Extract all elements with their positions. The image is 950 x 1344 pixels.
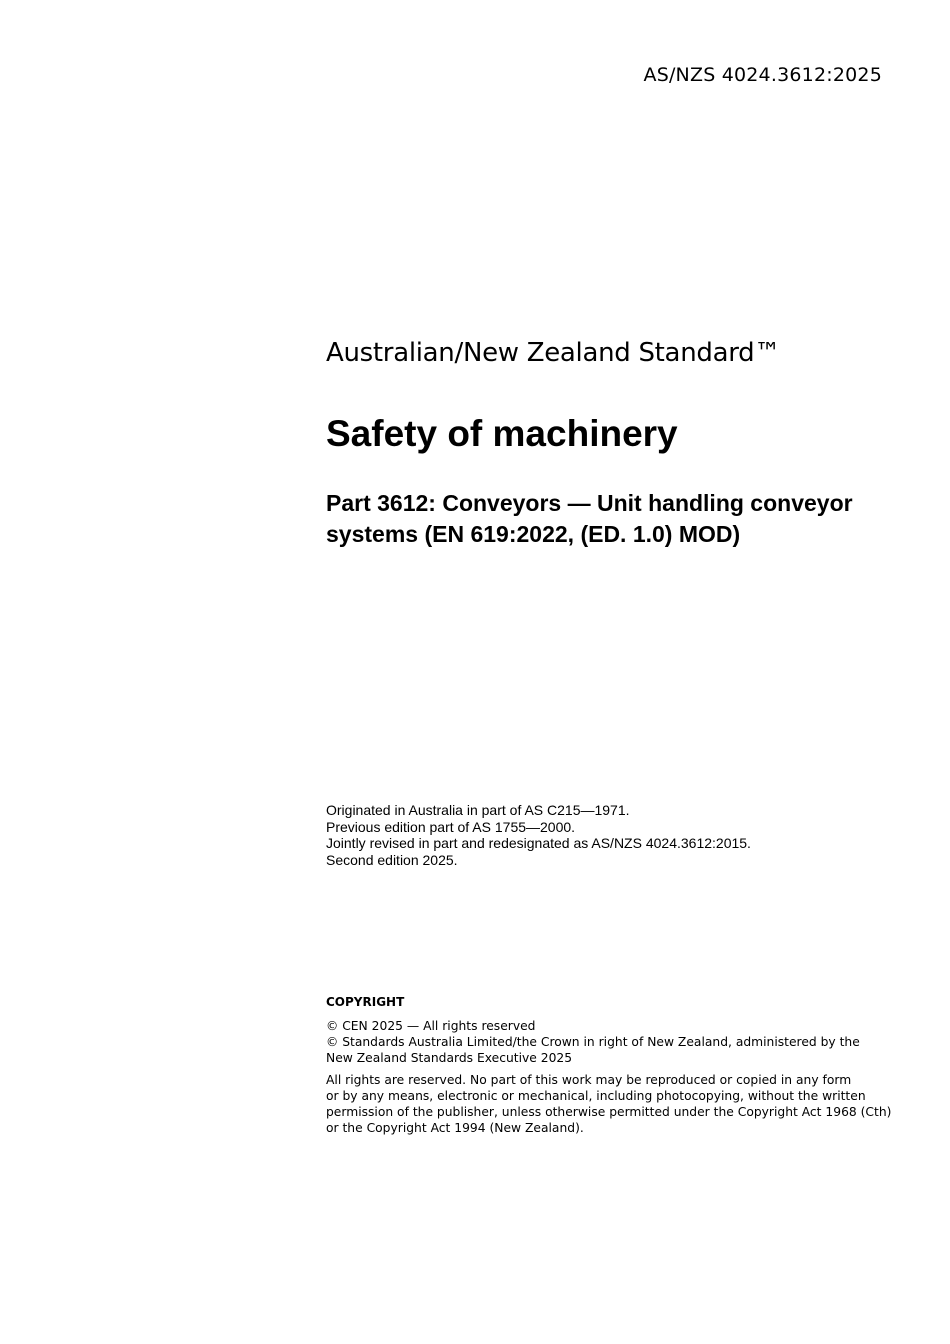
copyright-notices [326, 1018, 886, 1066]
publication-history [326, 802, 896, 868]
subtitle-line: systems (EN 619:2022, (ED. 1.0) MOD) [326, 521, 741, 547]
document-title: Safety of machinery [326, 413, 678, 454]
standard-label: Australian/New Zealand Standard™ [326, 338, 781, 368]
rights-line: permission of the publisher, unless otherwise permitted under the Copyright Act 1968 (Cth) [326, 1105, 892, 1119]
document-number: AS/NZS 4024.3612:2025 [643, 64, 882, 86]
rights-statement [326, 1072, 892, 1136]
history-line: Previous edition part of AS 1755—2000. [326, 818, 576, 835]
subtitle-line: Part 3612: Conveyors — Unit handling conveyor [326, 490, 853, 516]
history-line: Second edition 2025. [326, 851, 458, 868]
rights-line: or by any means, electronic or mechanical, including photocopying, without the written [326, 1089, 866, 1103]
rights-line: or the Copyright Act 1994 (New Zealand). [326, 1121, 584, 1135]
document-subtitle [326, 488, 896, 550]
copyright-line: © Standards Australia Limited/the Crown in right of New Zealand, administered by the New Zealand Standards Executive 2025 [326, 1035, 860, 1065]
history-line: Jointly revised in part and redesignated as AS/NZS 4024.3612:2015. [326, 835, 751, 851]
copyright-line: © CEN 2025 — All rights reserved [326, 1019, 536, 1033]
history-line: Originated in Australia in part of AS C215—1971. [326, 802, 630, 818]
copyright-heading: COPYRIGHT [326, 995, 405, 1009]
rights-line: All rights are reserved. No part of this work may be reproduced or copied in any form [326, 1073, 852, 1087]
